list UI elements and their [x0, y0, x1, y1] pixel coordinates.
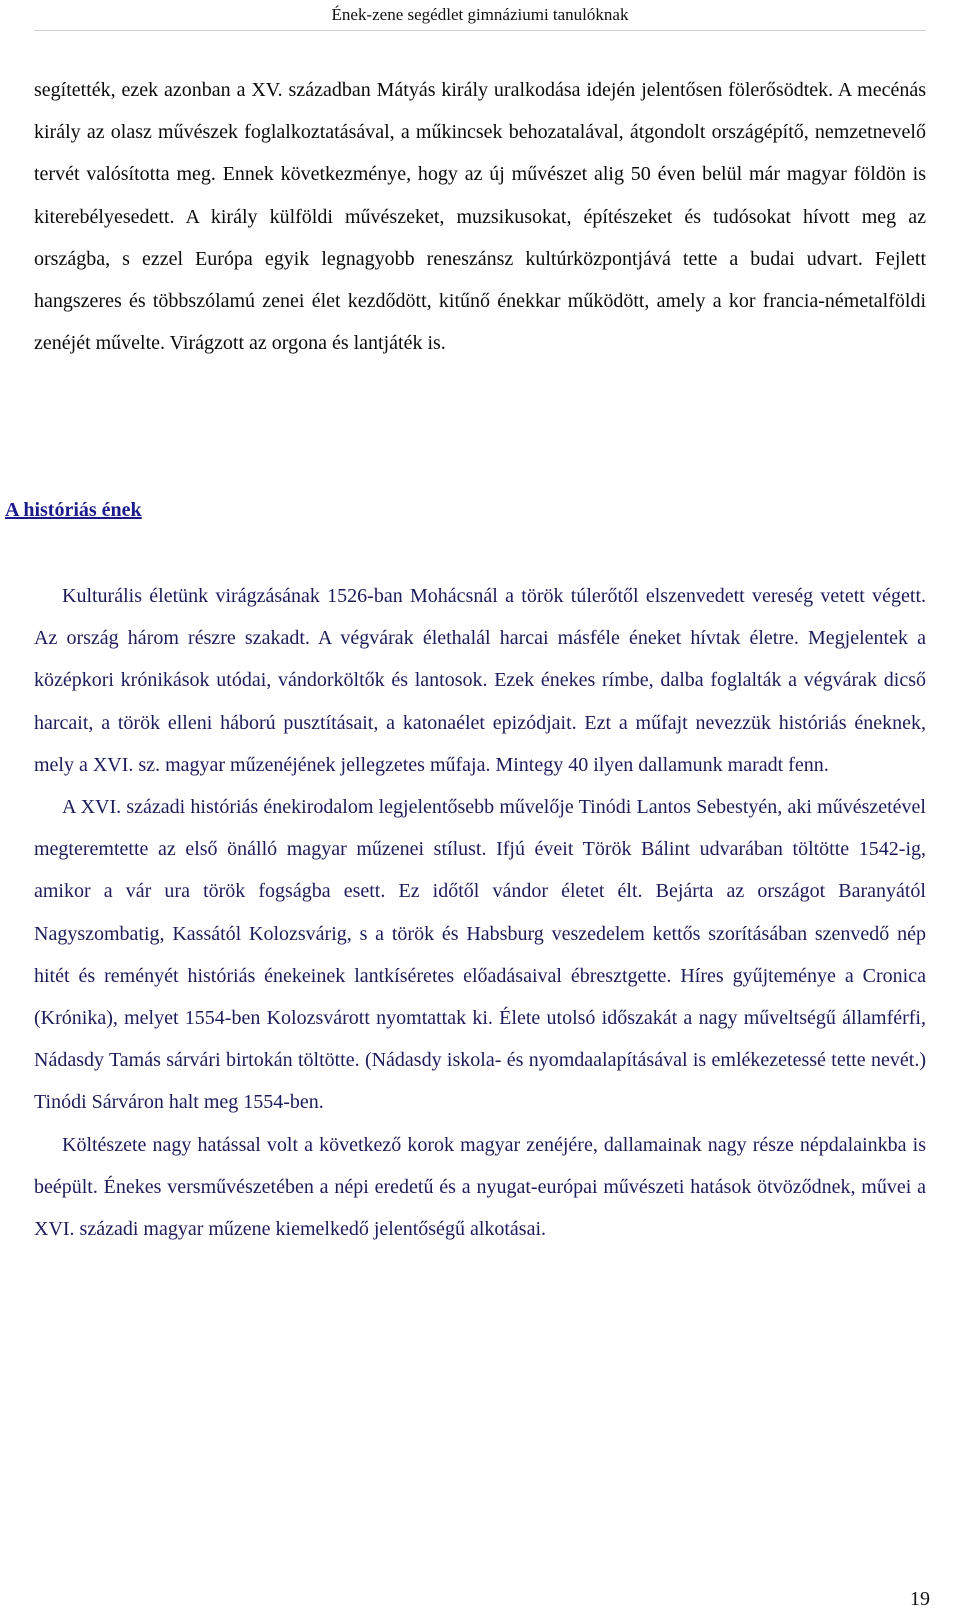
section-paragraph-1: Kulturális életünk virágzásának 1526-ban Mohácsnál a török túlerőtől elszenvedett vereség vetett végett. Az ország három részre szakadt. A végvárak élethalál harcai másféle éneket hívtak életre. Megjelentek a középkori krónikások utódai, vándorköltők és lantosok. Ezek énekes rímbe, dalba foglalták a végvárak dicső harcait, a török elleni háború pusztításait, a katonaélet epizódjait. Ezt a műfajt nevezzük históriás éneknek, mely a XVI. sz. magyar műzenéjének jellegzetes műfaja. Mintegy 40 ilyen dallamunk maradt fenn. — [34, 585, 926, 776]
intro-paragraph: segítették, ezek azonban a XV. században Mátyás király uralkodása idején jelentősen fölerősödtek. A mecénás király az olasz művészek foglalkoztatásával, a műkincsek behozatalával, átgondolt országépítő, nemzetnevelő tervét valósította meg. Ennek következménye, hogy az új művészet alig 50 éven belül már magyar földön is kiterebélyesedett. A király külföldi művészeket, muzsikusokat, építészeket és tudósokat hívott meg az országba, s ezzel Európa egyik legnagyobb reneszánsz kultúrközpontjává tette a budai udvart. Fejlett hangszeres és többszólamú zenei élet kezdődött, kitűnő énekkar működött, amely a kor francia-németalföldi zenéjét művelte. Virágzott az orgona és lantjáték is. — [34, 79, 926, 355]
intro-text-block — [34, 69, 926, 364]
section-heading: A históriás ének — [5, 499, 142, 521]
running-header: Ének-zene segédlet gimnáziumi tanulóknak — [331, 5, 629, 24]
page-number: 19 — [910, 1588, 930, 1610]
header-divider — [34, 30, 926, 31]
section-text-block — [34, 575, 926, 1250]
section-paragraph-2: A XVI. századi históriás énekirodalom legjelentősebb művelője Tinódi Lantos Sebestyén, aki művészetével megteremtette az első önálló magyar műzenei stílust. Ifjú éveit Török Bálint udvarában töltötte 1542-ig, amikor a vár ura török fogságba esett. Ez időtől vándor életet élt. Bejárta az országot Baranyától Nagyszombatig, Kassától Kolozsvárig, s a török és Habsburg veszedelem kettős szorításában szenvedő nép hitét és reményét históriás énekeinek lantkíséretes előadásaival ébresztgette. Híres gyűjteménye a Cronica (Krónika), melyet 1554-ben Kolozsvárott nyomtattak ki. Élete utolsó időszakát a nagy műveltségű államférfi, Nádasdy Tamás sárvári birtokán töltötte. (Nádasdy iskola- és nyomdaalapításával is emlékezetessé tette nevét.) Tinódi Sárváron halt meg 1554-ben. — [34, 796, 926, 1114]
section-paragraph-3: Költészete nagy hatással volt a következő korok magyar zenéjére, dallamainak nagy része népdalainkba is beépült. Énekes versművészetében a népi eredetű és a nyugat-európai művészeti hatások ötvöződnek, művei a XVI. századi magyar műzene kiemelkedő jelentőségű alkotásai. — [34, 1133, 926, 1241]
